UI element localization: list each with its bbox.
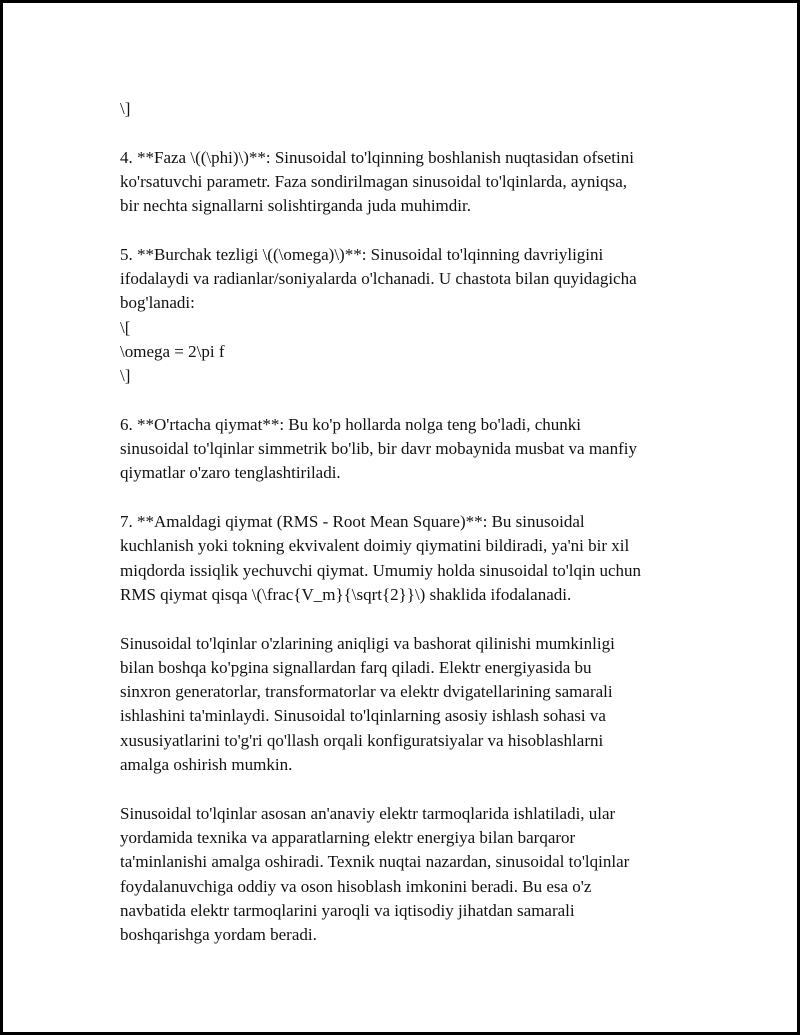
text-line: xususiyatlarini to'g'ri qo'llash orqali konfiguratsiyalar va hisoblashlarni — [120, 730, 604, 750]
text-line: navbatida elektr tarmoqlarini yaroqli va iqtisodiy jihatdan samarali — [120, 900, 575, 920]
text-line: RMS qiymat qisqa \(\frac{V_m}{\sqrt{2}}\) shaklida ifodalanadi. — [120, 584, 572, 604]
text-line: qiymatlar o'zaro tenglashtiriladi. — [120, 463, 341, 483]
text-line: amalga oshirish mumkin. — [120, 755, 293, 775]
text-line: bilan boshqa ko'pgina signallardan farq qiladi. Elektr energiyasida bu — [120, 657, 592, 677]
text-line: \] — [120, 99, 131, 118]
text-line: Sinusoidal to'lqinlar o'zlarining aniqligi va bashorat qilinishi mumkinligi — [120, 633, 615, 653]
text-line: miqdorda issiqlik yechuvchi qiymat. Umumiy holda sinusoidal to'lqin uchun — [120, 560, 642, 580]
text-line: yordamida texnika va apparatlarning elektr energiya bilan barqaror — [120, 827, 576, 847]
text-line: 4. **Faza \((\phi)\)**: Sinusoidal to'lqinning boshlanish nuqtasidan ofsetini — [120, 147, 634, 167]
text-line: 6. **O'rtacha qiymat**: Bu ko'p hollarda nolga teng bo'ladi, chunki — [120, 414, 582, 434]
text-line: ifodalaydi va radianlar/soniyalarda o'lchanadi. U chastota bilan quyidagicha — [120, 269, 637, 289]
list-item-angular-velocity — [120, 243, 686, 389]
document-body — [120, 97, 686, 947]
text-line: ko'rsatuvchi parametr. Faza sondirilmagan sinusoidal to'lqinlarda, ayniqsa, — [120, 171, 628, 191]
paragraph-grid-usage — [120, 802, 686, 948]
text-line: bir nechta signallarni solishtirganda juda muhimdir. — [120, 196, 471, 216]
equation-close: \] — [120, 366, 131, 386]
list-item-average-value — [120, 413, 686, 486]
text-line: sinusoidal to'lqinlar simmetrik bo'lib, bir davr mobaynida musbat va manfiy — [120, 439, 637, 459]
text-line: sinxron generatorlar, transformatorlar va elektr dvigatellarining samarali — [120, 682, 613, 702]
equation-open: \[ — [120, 317, 131, 337]
text-line: 5. **Burchak tezligi \((\omega)\)**: Sinusoidal to'lqinning davriyligini — [120, 244, 604, 264]
text-line: 7. **Amaldagi qiymat (RMS - Root Mean Square)**: Bu sinusoidal — [120, 512, 585, 532]
text-line: boshqarishga yordam beradi. — [120, 925, 317, 945]
text-line: Sinusoidal to'lqinlar asosan an'anaviy elektr tarmoqlarida ishlatiladi, ular — [120, 803, 616, 823]
text-line: ta'minlanishi amalga oshiradi. Texnik nuqtai nazardan, sinusoidal to'lqinlar — [120, 852, 630, 872]
list-item-phase — [120, 146, 686, 219]
list-item-rms-value — [120, 510, 686, 607]
text-line: kuchlanish yoki tokning ekvivalent doimiy qiymatini bildiradi, ya'ni bir xil — [120, 536, 630, 556]
text-line: bog'lanadi: — [120, 293, 195, 313]
equation-close-block — [120, 97, 686, 121]
text-line: foydalanuvchiga oddiy va oson hisoblash imkonini beradi. Bu esa o'z — [120, 876, 592, 896]
equation-body: \omega = 2\pi f — [120, 341, 225, 361]
paragraph-precision — [120, 632, 686, 778]
text-line: ishlashini ta'minlaydi. Sinusoidal to'lqinlarning asosiy ishlash sohasi va — [120, 706, 606, 726]
